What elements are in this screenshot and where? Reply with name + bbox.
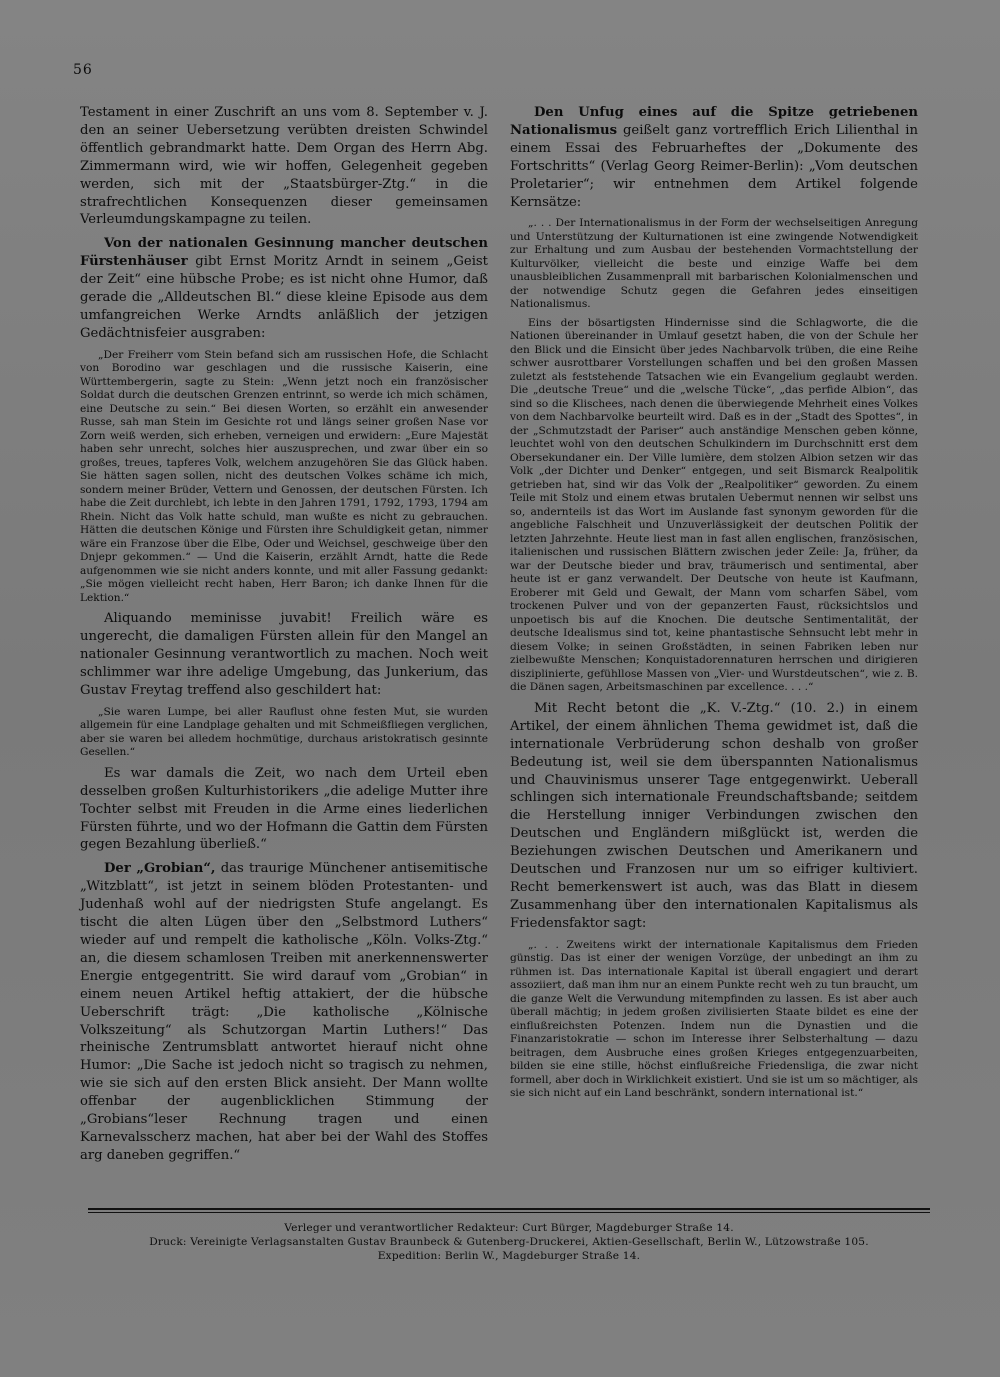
- paragraph-nationalismus-text: geißelt ganz vortrefflich Erich Lilienthal in einem Essai des Februarheftes der „Dokumente des Fortschritts“ (Verlag Georg Reimer-Berlin): „Vom deutschen Proletarier“; wir entnehmen dem Artikel folgende Kernsätze:: [510, 122, 918, 210]
- quote-stein-kaiserin: „Der Freiherr vom Stein befand sich am russischen Hofe, die Schlacht von Borodino war geschlagen und die russische Kaiserin, eine Württembergerin, sagte zu Stein: „Wenn jetzt noch ein französischer Soldat durch die deutschen Grenzen entrinnt, so werde ich mich schämen, eine Deutsche zu sein.“ Bei diesen Worten, so erzählt ein anwesender Russe, sah man Stein im Gesichte rot und längs seiner großen Nase vor Zorn weiß werden, sich erheben, verneigen und erwidern: „Eure Majestät haben sehr unrecht, solches hier auszusprechen, und zwar über ein so großes, treues, tapferes Volk, welchem anzugehören Sie das Glück haben. Sie hätten sagen sollen, nicht des deutschen Volkes schäme ich mich, sondern meiner Brüder, Vettern und Genossen, der deutschen Fürsten. Ich habe die Zeit durchlebt, ich lebte in den Jahren 1791, 1792, 1793, 1794 am Rhein. Nicht das Volk hatte schuld, man wußte es nicht zu gebrauchen. Hätten die deutschen Könige und Fürsten ihre Schuldigkeit getan, nimmer wäre ein Franzose über die Elbe, Oder und Weichsel, geschweige über den Dnjepr gekommen.“ — Und die Kaiserin, erzählt Arndt, hatte die Rede aufgenommen wie sie nicht anders konnte, und mit aller Fassung gedankt: „Sie mögen vielleicht recht haben, Herr Baron; ich danke Ihnen für die Lektion.“: [80, 348, 488, 604]
- paragraph-aliquando: Aliquando meminisse juvabit! Freilich wäre es ungerecht, die damaligen Fürsten allein für den Mangel an nationaler Gesinnung verantwortlich zu machen. Noch weit schlimmer war ihre adelige Umgebung, das Junkerium, das Gustav Freytag treffend also geschildert hat:: [80, 611, 488, 698]
- paragraph-fuerstenhaeuser: [80, 235, 488, 342]
- quote-freytag: „Sie waren Lumpe, bei aller Rauflust ohne festen Mut, sie wurden allgemein für eine Landplage gehalten und mit Schmeißfliegen verglichen, aber sie waren bei alledem hochmütige, durchaus aristokratisch gesinnte Gesellen.“: [80, 705, 488, 759]
- quote-schlagworte: Eins der bösartigsten Hindernisse sind die Schlagworte, die die Nationen übereinander in Umlauf gesetzt haben, die von der Schule her den Blick und die Einsicht über jedes Nachbarvolk trüben, die eine Reihe schwer ausrottbarer Vorstellungen schaffen und bei den großen Massen zuletzt als feststehende Tatsachen wie ein Evangelium geglaubt werden. Die „deutsche Treue“ und die „welsche Tücke“, „das perfide Albion“, das sind so die Klischees, nach denen die überwiegende Mehrheit eines Volkes von dem Nachbarvolke beurteilt wird. Daß es in der „Stadt des Spottes“, in der „Schmutzstadt der Pariser“ auch anständige Menschen geben könne, leuchtet wohl von den deutschen Schulkindern im Durchschnitt erst dem Obersekundaner ein. Der Ville lumière, dem stolzen Albion setzen wir das Volk „der Dichter und Denker“ entgegen, und seit Bismarck Realpolitik getrieben hat, sind wir das Volk der „Realpolitiker“ geworden. Zu einem Teile mit Stolz und einem etwas brutalen Uebermut nennen wir selbst uns so, andernteils ist das Wort im Auslande fast synonym geworden für die angebliche Falschheit und Unzuverlässigkeit der deutschen Politik der letzten Jahrzehnte. Heute liest man in fast allen englischen, französischen, italienischen und russischen Blättern zwischen jeder Zeile: Ja, früher, da war der Deutsche bieder und brav, träumerisch und sentimental, aber heute ist er ganz verwandelt. Der Deutsche von heute ist Kaufmann, Eroberer mit Geld und Gewalt, der Mann vom scharfen Säbel, vom trockenen Pulver und von der gepanzerten Faust, rücksichtslos und unpoetisch bis auf die Knochen. Die deutsche Sentimentalität, der deutsche Idealismus sind tot, keine phantastische Sehnsucht lebt mehr in diesem Volke; in seinen Großstädten, in seinen Fabriken leben nur zielbewußte Menschen; Konquistadorennaturen herrschen und dirigieren diszipliniertе, gefühllose Massen von „Vier- und Wurstdeutschen“, wie z. B. die Dänen sagen, Arbeitsmaschinen par excellence. . . .“: [510, 316, 918, 694]
- quote-kapitalismus: „. . . Zweitens wirkt der internationale Kapitalismus dem Frieden günstig. Das ist einer der wenigen Vorzüge, der unbedingt an ihm zu rühmen ist. Das internationale Kapital ist überall engagiert und derart assoziiert, daß man ihm nur an einem Punkte recht weh zu tun braucht, um die ganze Welt die Verwundung mitempfinden zu lassen. Es ist aber auch überall mächtig; in jedem großen zivilisierten Staate bildet es eine der einflußreichsten Potenzen. Indem nun die Dynastien und die Finanzaristokratie — schon im Interesse ihrer Selbsterhaltung — dazu beitragen, dem Ausbruche eines großen Krieges entgegenzuarbeiten, bilden sie eine stille, höchst einflußreiche Friedensliga, die zwar nicht formell, aber doch in Wirklichkeit existiert. Und sie ist um so mächtiger, als sie sich nicht auf ein Land beschränkt, sondern international ist.“: [510, 938, 918, 1100]
- quote-internationalismus: „. . . Der Internationalismus in der Form der wechselseitigen Anregung und Unterstützung der Kulturnationen ist eine zwingende Notwendigkeit zur Erhaltung und zum Ausbau der bestehenden Vormachtstellung der Kulturvölker, vielleicht die beste und einzige Waffe bei dem unausbleiblichen Zusammenprall mit barbarischen Kolonialmenschen und der notwendige Schutz gegen die Gefahren jedes einseitigen Nationalismus.: [510, 217, 918, 311]
- imprint-footer: [88, 1208, 930, 1263]
- paragraph-fuerstenhaeuser-text: gibt Ernst Moritz Arndt in seinem „Geist der Zeit“ eine hübsche Probe; es ist nicht ohne Humor, daß gerade die „Alldeutschen Bl.“ diese kleine Episode aus dem umfangreichen Werke Arndts anläßlich der jetzigen Gedächtnisfeier ausgraben:: [80, 254, 488, 341]
- right-column: [510, 104, 918, 1106]
- paragraph-grobian: [80, 860, 488, 1164]
- paragraph-grobian-text: das traurige Münchener antisemitische „Witzblatt“, ist jetzt in seinem blöden Protestanten- und Judenhaß wohl auf der niedrigsten Stufe angelangt. Es tischt die alten Lügen über den „Selbstmord Luthers“ wieder auf und rempelt die katholische „Köln. Volks-Ztg.“ an, die diesem schamlosen Treiben mit anerkennenswerter Energie entgegentritt. Sie wird darauf vom „Grobian“ in einem neuen Artikel heftig attakiert, der die hübsche Ueberschrift trägt: „Die katholische „Kölnische Volkszeitung“ als Schutzorgan Martin Luthers!“ Das rheinische Zentrumsblatt antwortet hierauf nicht ohne Humor: „Die Sache ist jedoch nicht so tragisch zu nehmen, wie sie sich auf den ersten Blick ansieht. Der Mann wollte offenbar der augenblicklichen Stimmung der „Grobians“leser Rechnung tragen und einen Karnevalsscherz machen, hat aber bei der Wahl des Stoffes arg daneben gegriffen.“: [80, 861, 488, 1163]
- footer-rule-thin: [88, 1212, 930, 1213]
- paragraph-nationalismus: [510, 104, 918, 211]
- section-heading-nationalismus: Den Unfug eines auf die Spitze getriebenen Nationalismus: [510, 105, 918, 138]
- paragraph-testament: Testament in einer Zuschrift an uns vom 8. September v. J. den an seiner Uebersetzung verübten dreisten Schwindel öffentlich gebrandmarkt hatte. Dem Organ des Herrn Abg. Zimmermann wird, wie wir hoffen, Gelegenheit gegeben werden, sich mit der „Staatsbürger-Ztg.“ in die strafrechtlichen Konsequenzen dieser gemeinsamen Verleumdungskampagne zu teilen.: [80, 105, 488, 228]
- left-column: [80, 104, 488, 1171]
- footer-rule: [88, 1208, 930, 1210]
- imprint-expedition: Expedition: Berlin W., Magdeburger Straße 14.: [377, 1250, 641, 1262]
- paragraph-kv-ztg: Mit Recht betont die „K. V.-Ztg.“ (10. 2.) in einem Artikel, der einem ähnlichen Thema gewidmet ist, daß die internationale Verbrüderung schon deshalb von großer Bedeutung ist, weil sie dem überspannten Nationalismus und Chauvinismus unserer Tage entgegenwirkt. Ueberall schlingen sich internationale Freundschaftsbande; seitdem die Herstellung inniger Verbindungen zwischen den Deutschen und Engländern mißglückt ist, werden die Beziehungen zwischen Deutschen und Amerikanern und Deutschen und Franzosen nur um so eifriger kultiviert. Recht bemerkenswert ist auch, was das Blatt in diesem Zusammenhang über den internationalen Kapitalismus als Friedensfaktor sagt:: [510, 700, 918, 931]
- imprint-printer: Druck: Vereinigte Verlagsanstalten Gustav Braunbeck & Gutenberg-Druckerei, Aktien-Gesellschaft, Berlin W., Lützowstraße 105.: [149, 1236, 869, 1248]
- page-number: 56: [73, 62, 93, 78]
- paragraph-kulturhistoriker: Es war damals die Zeit, wo nach dem Urteil eben desselben großen Kulturhistorikers „die adelige Mutter ihre Tochter selbst mit Freuden in die Arme eines liederlichen Fürsten führte, und wo der Hofmann die Gattin dem Fürsten gegen Bezahlung überließ.“: [80, 765, 488, 853]
- imprint-publisher: Verleger und verantwortlicher Redakteur: Curt Bürger, Magdeburger Straße 14.: [284, 1222, 734, 1234]
- section-heading-fuerstenhaeuser: Von der nationalen Gesinnung mancher deutschen Fürstenhäuser: [80, 236, 488, 270]
- section-heading-grobian: Der „Grobian“,: [104, 861, 216, 877]
